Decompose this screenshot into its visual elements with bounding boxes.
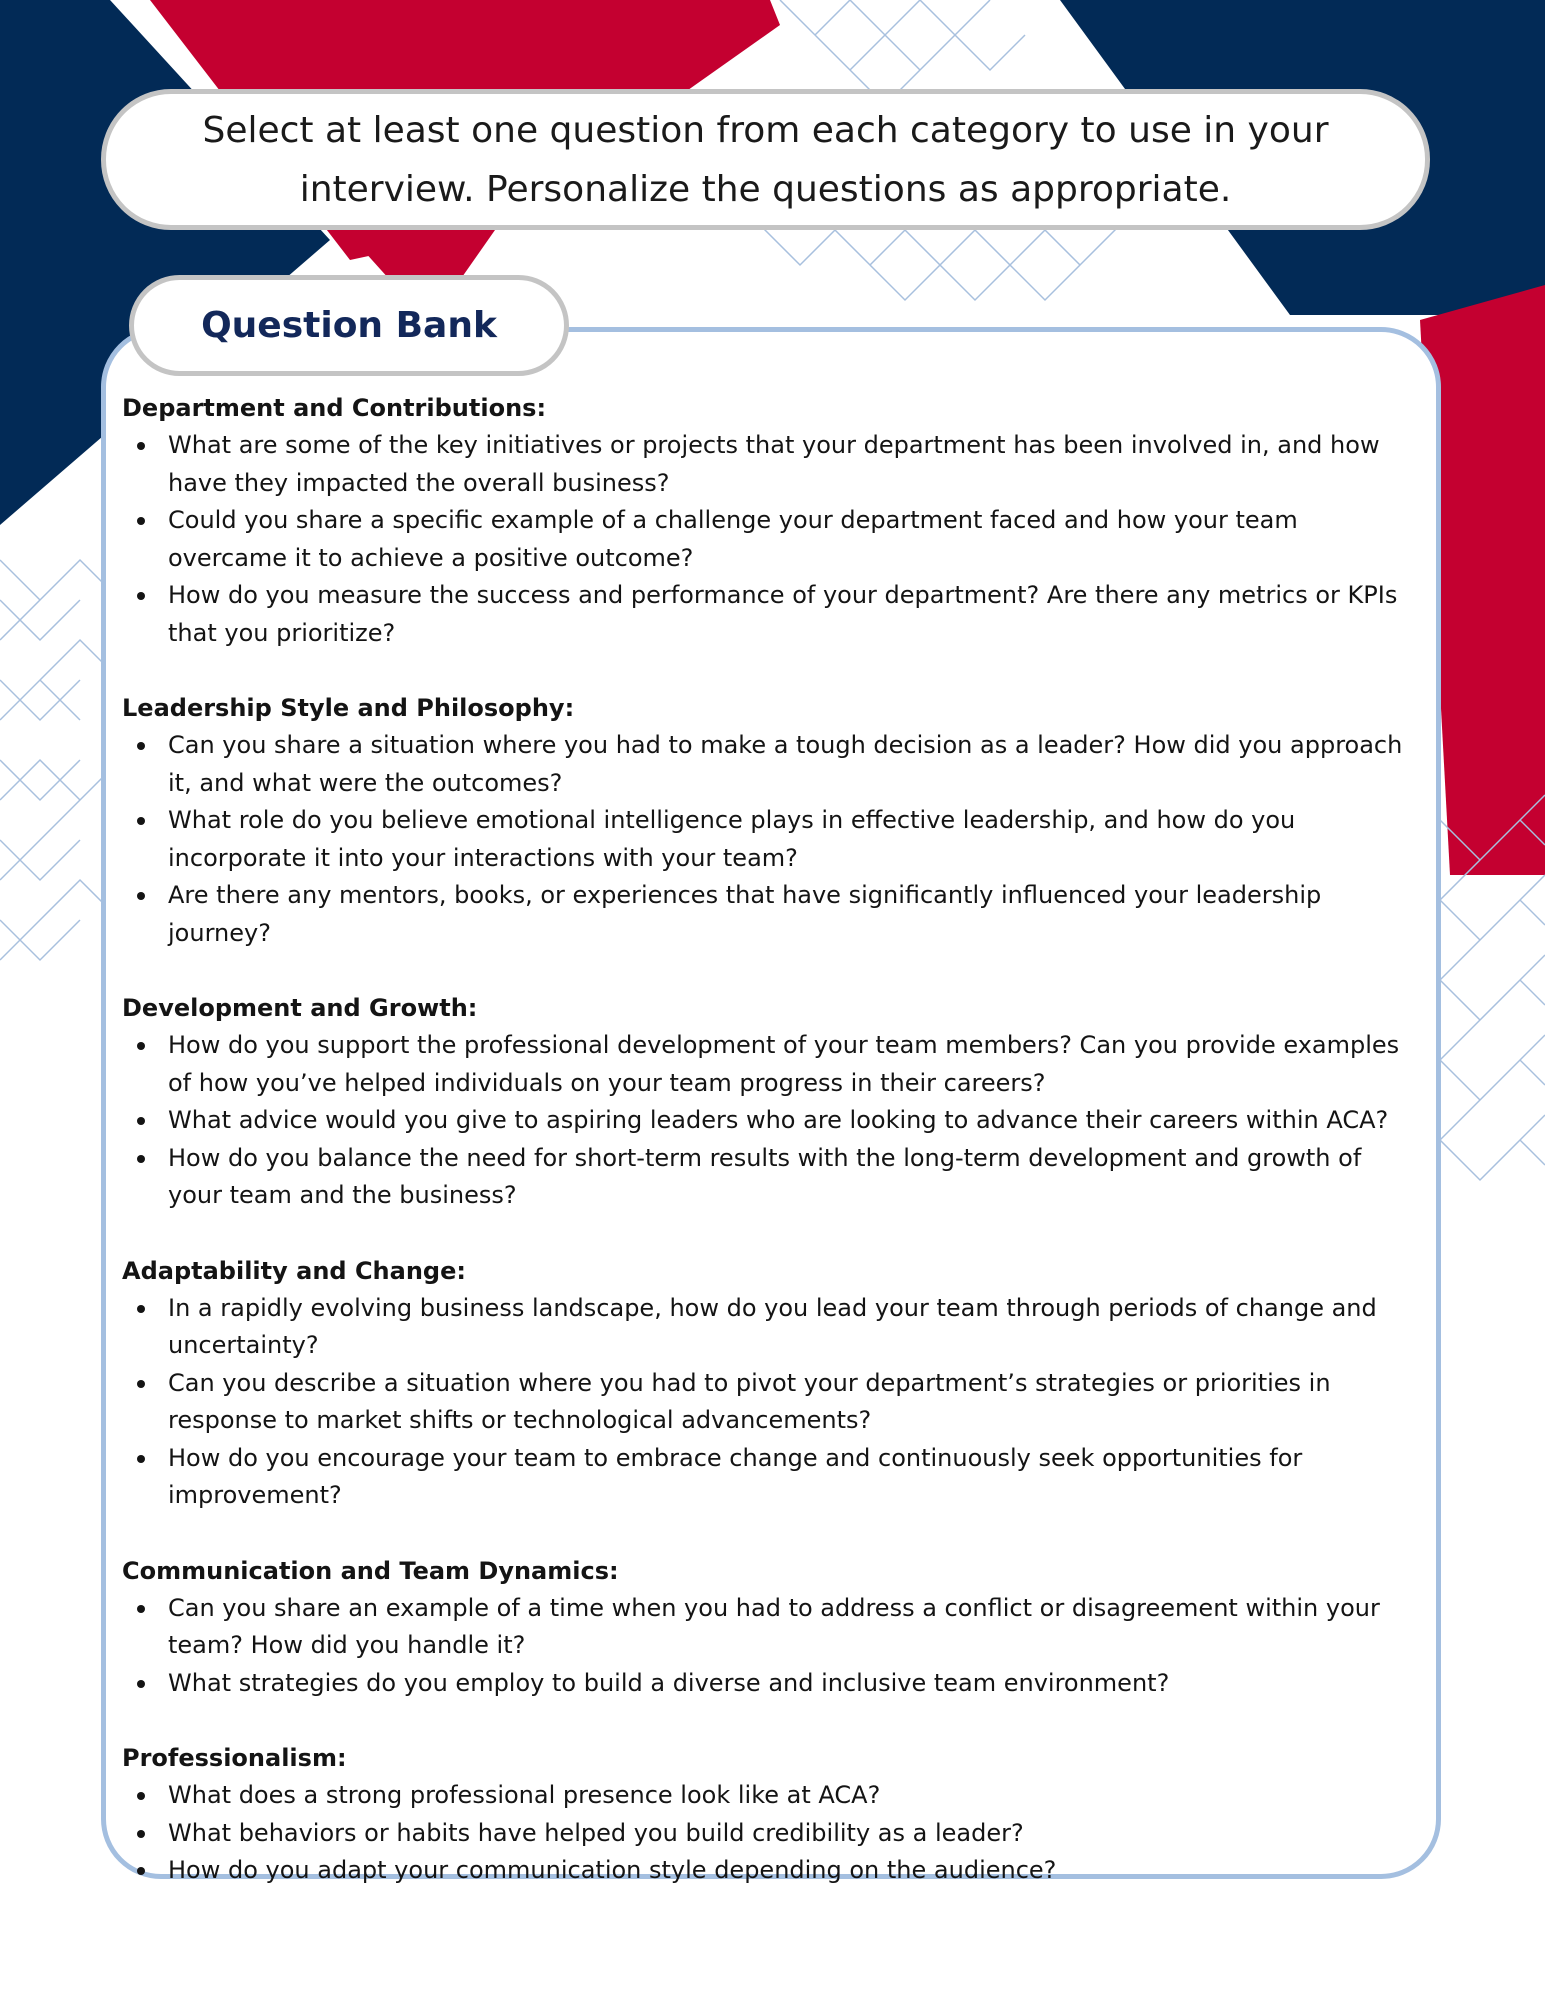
- category-leadership: [122, 690, 1422, 952]
- question-item: How do you measure the success and performance of your department? Are there any metrics or KPIs that you prioritize?: [168, 577, 1422, 652]
- question-item: Can you share an example of a time when you had to address a conflict or disagreement within your team? How did you handle it?: [168, 1590, 1422, 1665]
- question-item: Can you describe a situation where you had to pivot your department’s strategies or priorities in response to market shifts or technological advancements?: [168, 1365, 1422, 1440]
- question-item: Could you share a specific example of a challenge your department faced and how your team overcame it to achieve a positive outcome?: [168, 502, 1422, 577]
- question-item: What strategies do you employ to build a diverse and inclusive team environment?: [168, 1665, 1422, 1703]
- question-item: What behaviors or habits have helped you build credibility as a leader?: [168, 1815, 1422, 1853]
- category-title: Department and Contributions:: [122, 394, 547, 422]
- question-bank-title: Question Bank: [201, 305, 497, 346]
- question-list: [122, 727, 1422, 952]
- question-list: [122, 1290, 1422, 1515]
- question-item: Are there any mentors, books, or experiences that have significantly influenced your leadership journey?: [168, 877, 1422, 952]
- category-title: Communication and Team Dynamics:: [122, 1556, 619, 1585]
- category-development: [122, 990, 1422, 1215]
- question-item: What advice would you give to aspiring leaders who are looking to advance their careers within ACA?: [168, 1102, 1422, 1140]
- question-bank-header: [129, 275, 569, 376]
- question-list: [122, 1027, 1422, 1215]
- question-item: How do you adapt your communication style depending on the audience?: [168, 1852, 1422, 1890]
- question-item: In a rapidly evolving business landscape, how do you lead your team through periods of change and uncertainty?: [168, 1290, 1422, 1365]
- instructions-text: Select at least one question from each category to use in your interview. Personalize the questions as appropriate.: [202, 109, 1329, 210]
- category-title: Adaptability and Change:: [122, 1256, 466, 1285]
- category-title: Development and Growth:: [122, 994, 478, 1022]
- category-title: Leadership Style and Philosophy:: [122, 694, 575, 722]
- category-title: Professionalism:: [122, 1744, 347, 1772]
- question-item: What are some of the key initiatives or projects that your department has been involved in, and how have they impacted the overall business?: [168, 427, 1422, 502]
- instructions-banner: [101, 89, 1430, 230]
- question-item: How do you support the professional development of your team members? Can you provide examples of how you’ve helped individuals on your team progress in their careers?: [168, 1027, 1422, 1102]
- category-professionalism: [122, 1740, 1422, 1890]
- question-item: Can you share a situation where you had to make a tough decision as a leader? How did you approach it, and what were the outcomes?: [168, 727, 1422, 802]
- category-communication: [122, 1553, 1422, 1703]
- question-item: What does a strong professional presence look like at ACA?: [168, 1777, 1422, 1815]
- category-adaptability: [122, 1253, 1422, 1515]
- question-item: How do you balance the need for short-term results with the long-term development and growth of your team and the business?: [168, 1140, 1422, 1215]
- question-list: [122, 1590, 1422, 1703]
- question-list: [122, 427, 1422, 652]
- question-list: [122, 1777, 1422, 1890]
- question-item: How do you encourage your team to embrace change and continuously seek opportunities for improvement?: [168, 1440, 1422, 1515]
- question-item: What role do you believe emotional intelligence plays in effective leadership, and how do you incorporate it into your interactions with your team?: [168, 802, 1422, 877]
- category-department: [122, 390, 1422, 652]
- question-bank-content: [122, 390, 1422, 1928]
